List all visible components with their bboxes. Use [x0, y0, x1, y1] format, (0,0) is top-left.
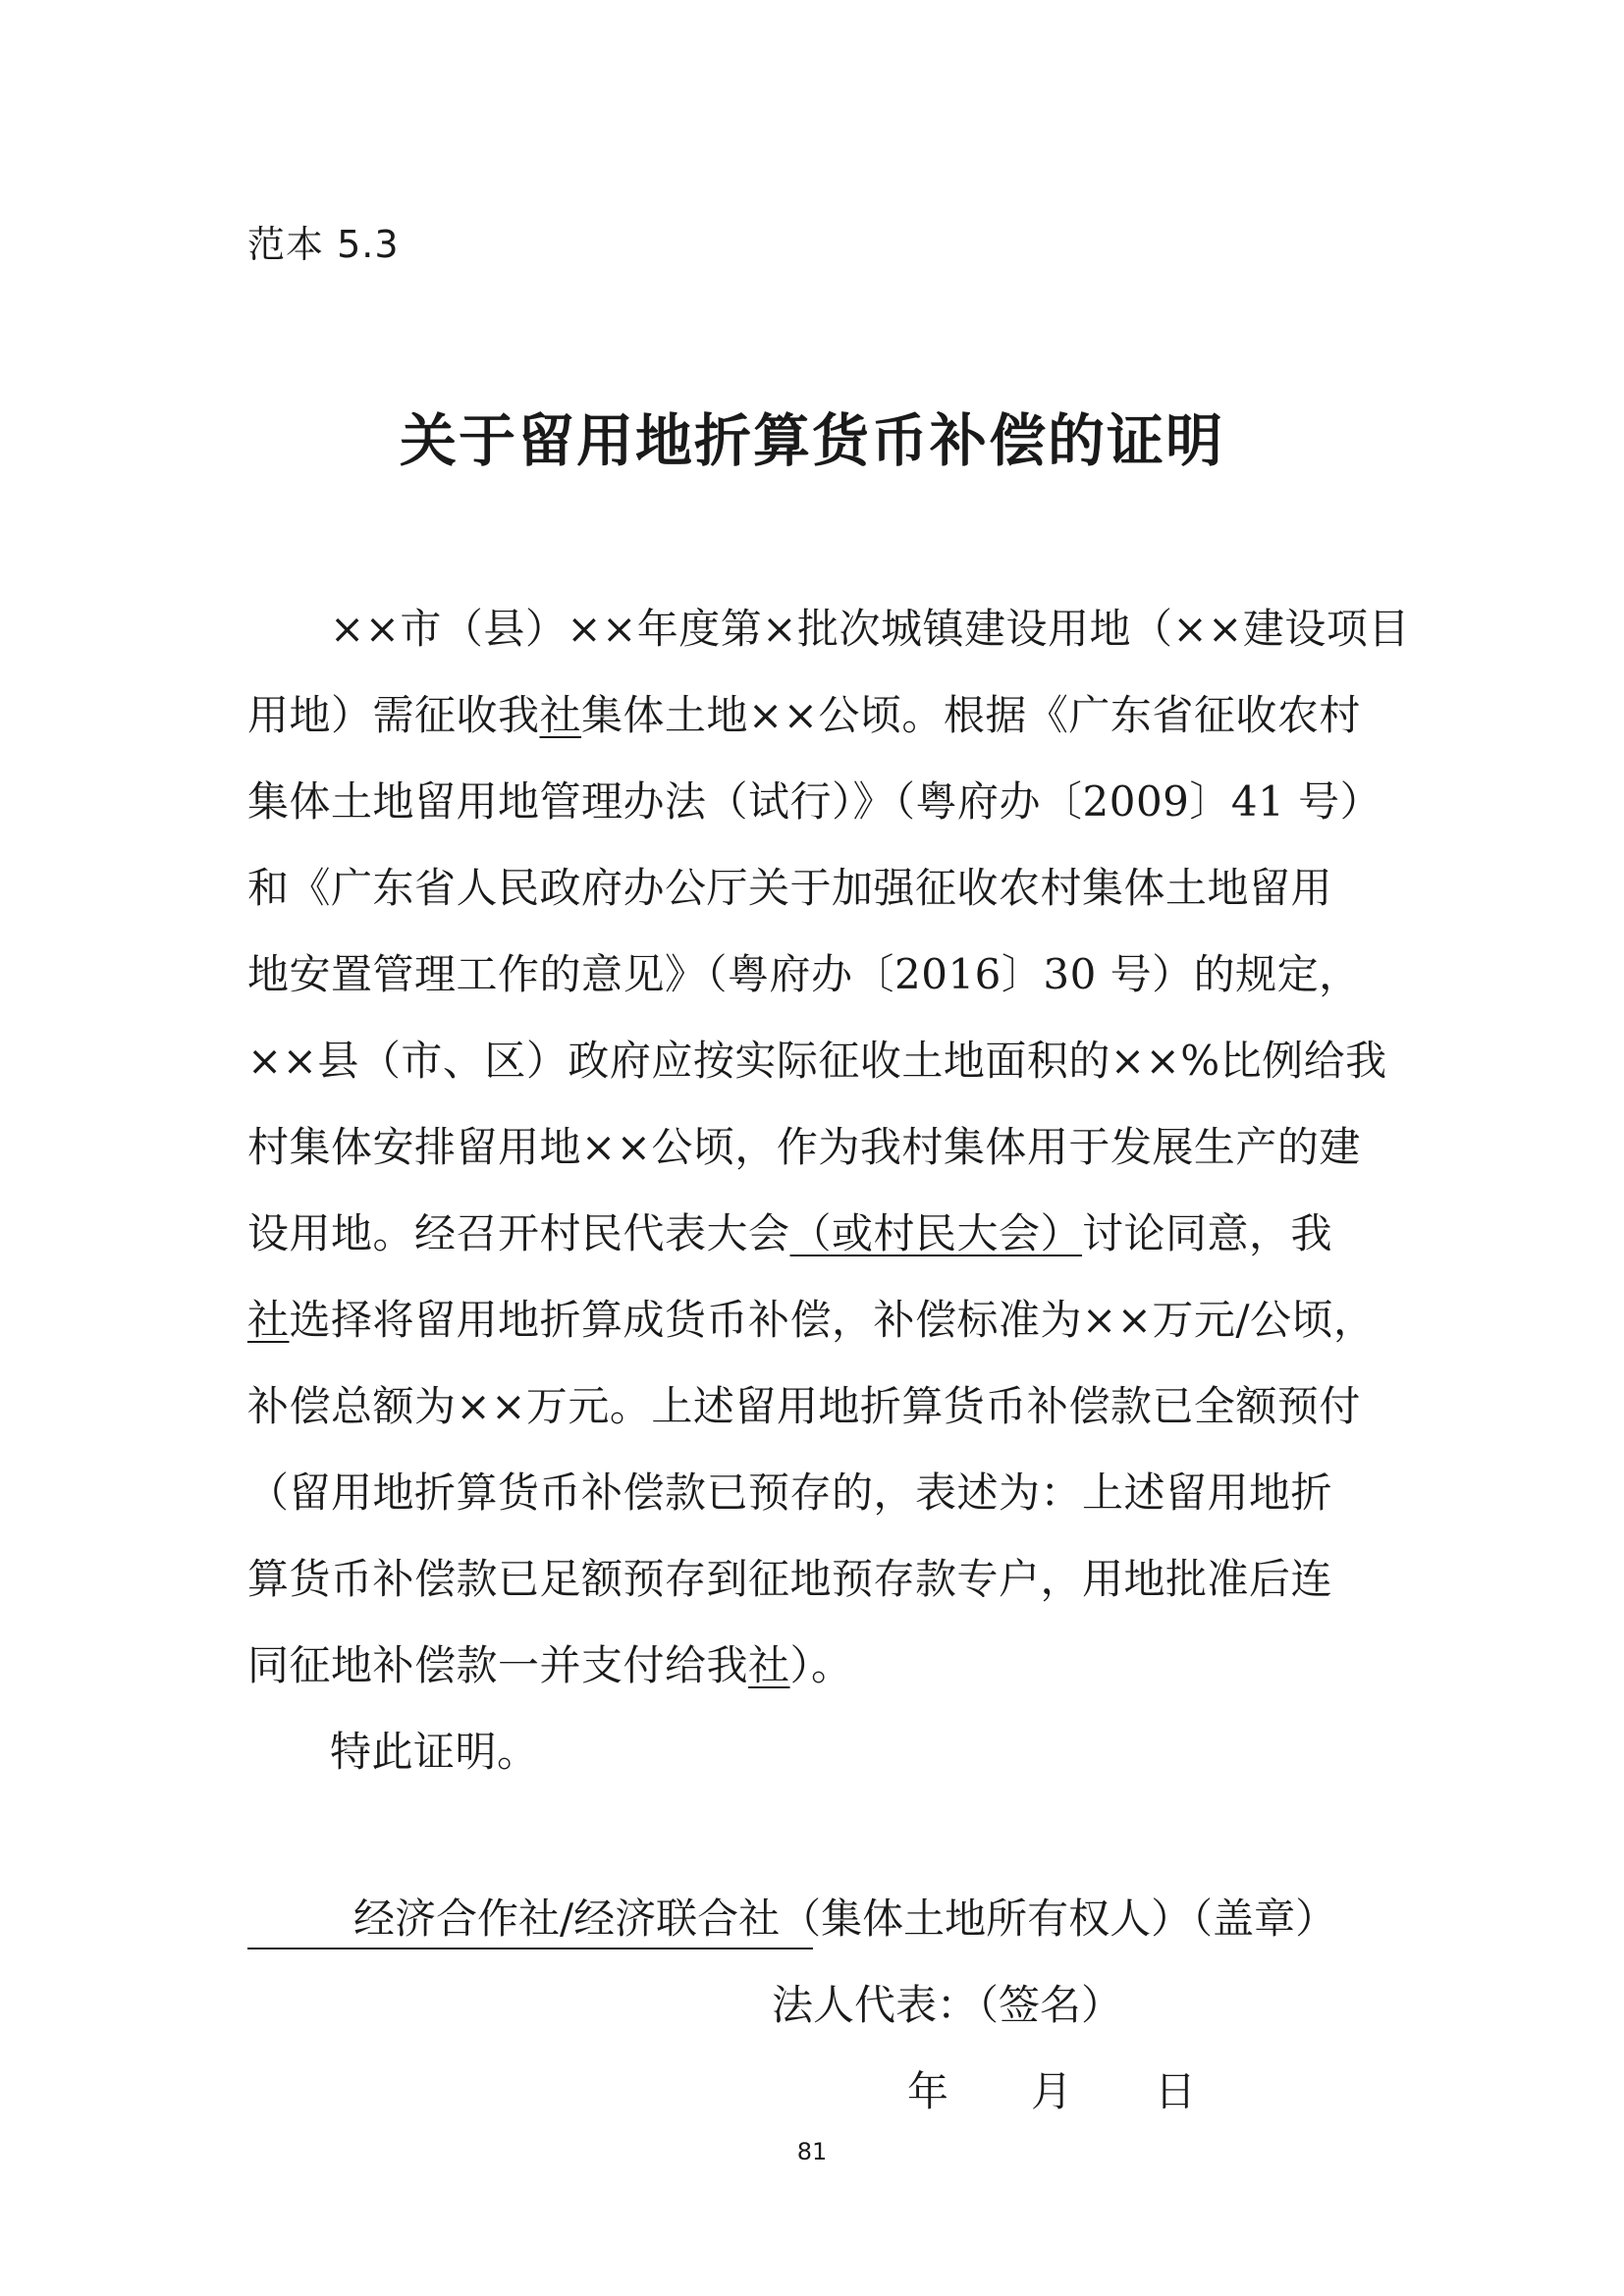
body-line	[247, 1551, 1332, 1608]
body-text: ××县（市、区）政府应按实际征收土地面积的××%比例给我	[247, 1037, 1387, 1085]
template-label: 范本 5.3	[247, 223, 400, 266]
body-line	[330, 1724, 539, 1781]
body-text: 村集体安排留用地××公顷，作为我村集体用于发展生产的建	[247, 1123, 1361, 1171]
body-text: 设用地。经召开村民代表大会	[247, 1209, 790, 1257]
body-line	[247, 1205, 1332, 1262]
owner-signature-line: 经济合作社/经济联合社（集体土地所有权人）（盖章）	[353, 1895, 1337, 1943]
underlined-text: 社	[748, 1641, 790, 1689]
body-line	[247, 687, 1361, 744]
body-line	[247, 1119, 1361, 1176]
body-text: 选择将留用地折算成货币补偿，补偿标准为××万元/公顷，	[289, 1296, 1376, 1344]
body-line	[330, 601, 1410, 658]
body-text: 讨论同意，我	[1082, 1209, 1333, 1257]
body-text: ××市（县）××年度第×批次城镇建设用地（××建设项目	[330, 605, 1410, 653]
body-line	[247, 1378, 1361, 1435]
body-line	[247, 1637, 853, 1694]
body-text: 集体土地留用地管理办法（试行）》（粤府办〔2009〕41 号）	[247, 777, 1382, 826]
body-line	[247, 1292, 1376, 1349]
body-text: ）。	[789, 1641, 853, 1689]
body-text: 和《广东省人民政府办公厅关于加强征收农村集体土地留用	[247, 864, 1333, 912]
body-text: 补偿总额为××万元。上述留用地折算货币补偿款已全额预付	[247, 1382, 1361, 1430]
signature-blank-rule	[247, 1948, 813, 1949]
body-text: 地安置管理工作的意见》（粤府办〔2016〕30 号）的规定，	[247, 950, 1361, 998]
body-line	[247, 1465, 1332, 1522]
body-text: （留用地折算货币补偿款已预存的，表述为：上述留用地折	[247, 1468, 1333, 1517]
legal-representative-line: 法人代表：（签名）	[772, 1981, 1123, 2029]
underlined-text: 社	[539, 691, 582, 739]
body-line	[247, 946, 1361, 1003]
body-line	[247, 860, 1332, 917]
body-text: 集体土地××公顷。根据《广东省征收农村	[581, 691, 1361, 739]
underlined-text: 社	[247, 1296, 290, 1344]
underlined-text: （或村民大会）	[789, 1209, 1083, 1257]
body-text: 用地）需征收我	[247, 691, 540, 739]
body-text: 同征地补偿款一并支付给我	[247, 1641, 749, 1689]
body-line	[247, 1033, 1387, 1090]
body-text: 特此证明。	[330, 1728, 539, 1776]
date-line: 年 月 日	[907, 2067, 1197, 2115]
body-text: 算货币补偿款已足额预存到征地预存款专户，用地批准后连	[247, 1555, 1333, 1603]
page-number: 81	[796, 2138, 828, 2165]
body-line	[247, 774, 1381, 830]
document-title: 关于留用地折算货币补偿的证明	[399, 407, 1224, 474]
